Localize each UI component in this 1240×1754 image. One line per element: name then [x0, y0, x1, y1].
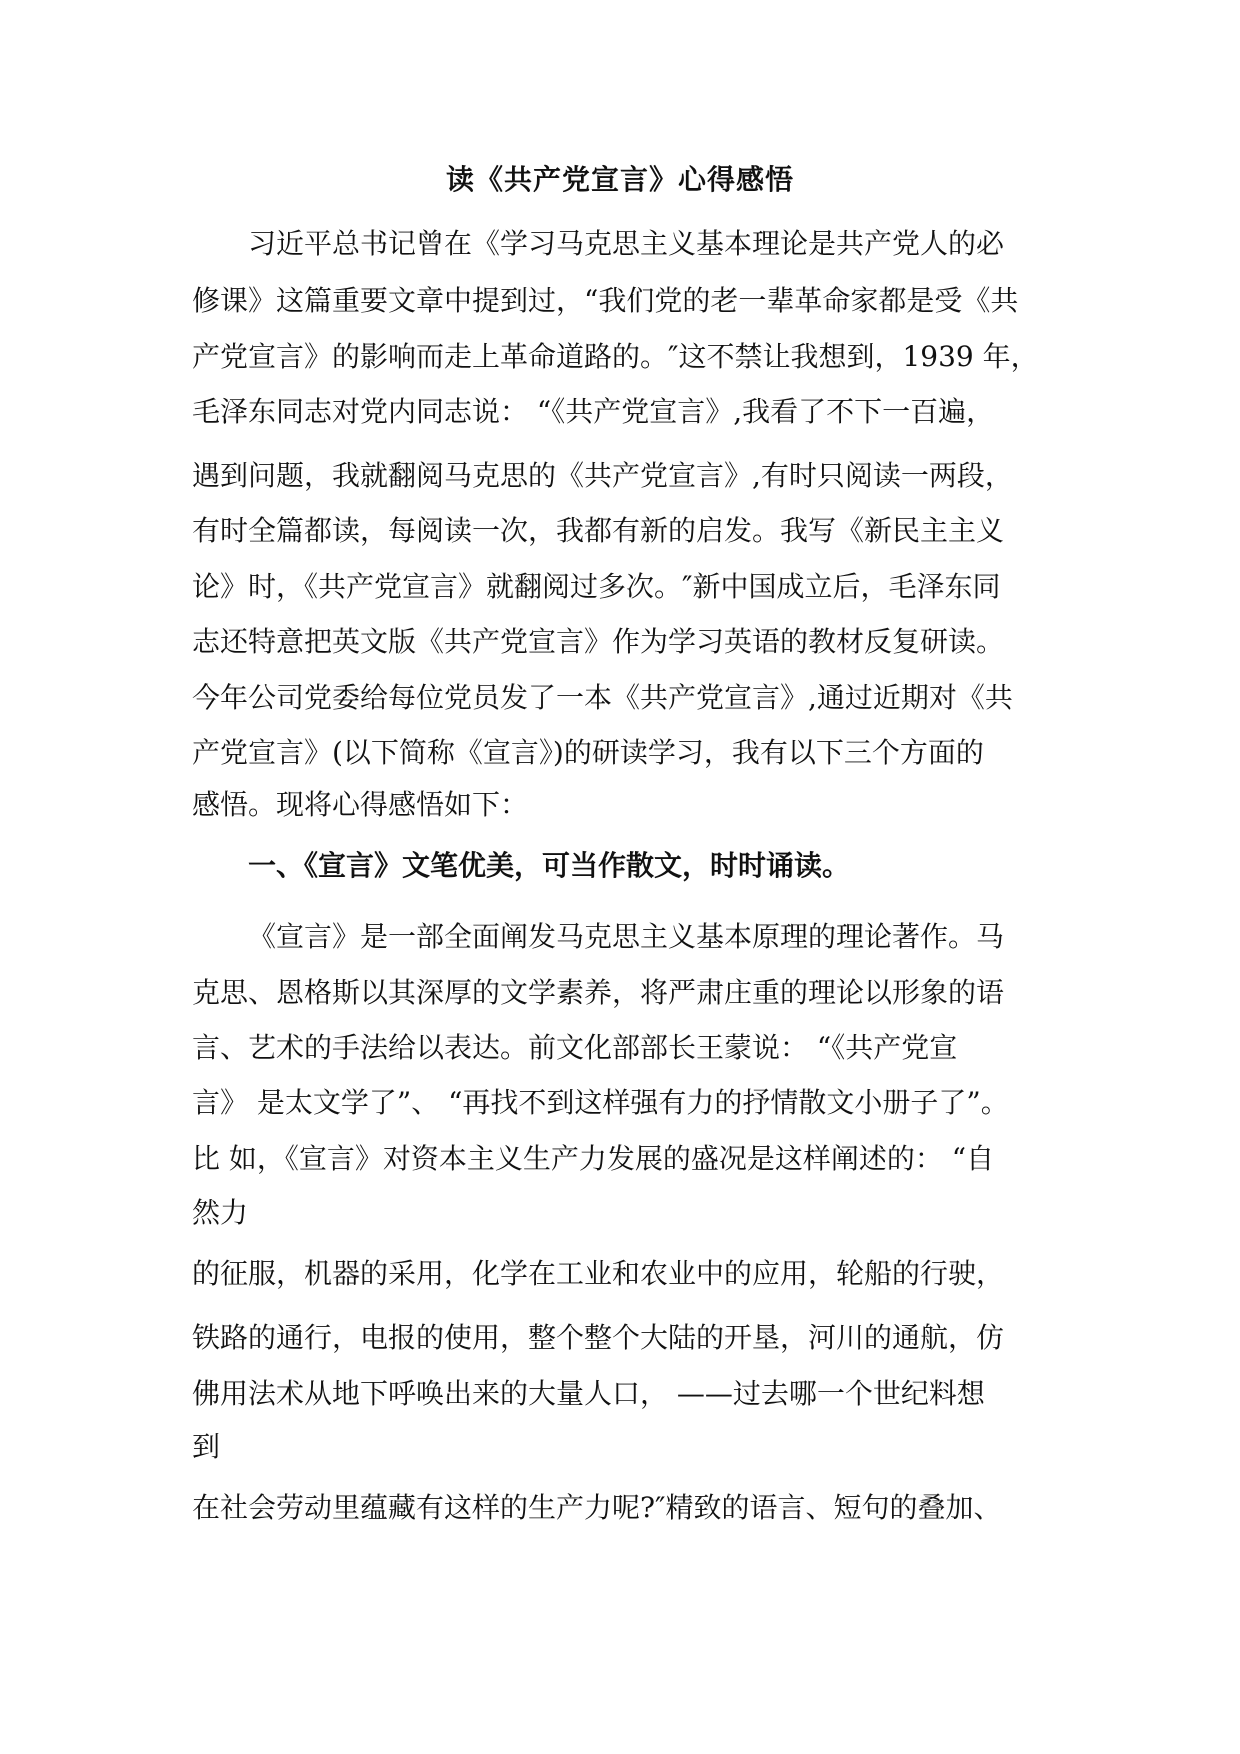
paragraph-line: 论》时，《共产党宣言》就翻阅过多次。″新中国成立后，毛泽东同: [192, 570, 1001, 603]
paragraph-line: 产党宣言》(以下简称《宣言》)的研读学习，我有以下三个方面的: [192, 736, 984, 769]
section-heading: 一、《宣言》文笔优美，可当作散文，时时诵读。: [248, 849, 851, 882]
paragraph-line: 佛用法术从地下呼唤出来的大量人口， ——过去哪一个世纪料想: [192, 1377, 985, 1410]
paragraph-line: 言》 是太文学了”、 “再找不到这样强有力的抒情散文小册子了”。: [192, 1086, 1009, 1119]
paragraph-line: 比 如，《宣言》对资本主义生产力发展的盛况是这样阐述的： “自: [192, 1142, 995, 1175]
paragraph-line: 的征服，机器的采用，化学在工业和农业中的应用，轮船的行驶，: [192, 1257, 1005, 1290]
paragraph-line: 言、艺术的手法给以表达。前文化部部长王蒙说： “《共产党宣: [192, 1031, 958, 1064]
paragraph-line: 《宣言》是一部全面阐发马克思主义基本原理的理论著作。马: [248, 920, 1005, 953]
paragraph-line: 产党宣言》的影响而走上革命道路的。″这不禁让我想到，1939 年，: [192, 340, 1039, 373]
paragraph-line: 然力: [192, 1196, 249, 1229]
paragraph-line: 克思、恩格斯以其深厚的文学素养，将严肃庄重的理论以形象的语: [192, 976, 1005, 1009]
paragraph-line: 感悟。现将心得感悟如下：: [192, 788, 529, 821]
paragraph-line: 铁路的通行，电报的使用，整个整个大陆的开垦，河川的通航，仿: [192, 1321, 1005, 1354]
document-title: 读《共产党宣言》心得感悟: [445, 163, 794, 196]
paragraph-line: 到: [192, 1430, 221, 1463]
paragraph-line: 修课》这篇重要文章中提到过，“我们党的老一辈革命家都是受《共: [192, 284, 1019, 317]
paragraph-line: 志还特意把英文版《共产党宣言》作为学习英语的教材反复研读。: [192, 625, 1005, 658]
paragraph-line: 毛泽东同志对党内同志说： “《共产党宣言》,我看了不下一百遍，: [192, 395, 995, 428]
paragraph-line: 遇到问题，我就翻阅马克思的《共产党宣言》,有时只阅读一两段，: [192, 459, 1013, 492]
paragraph-line: 在社会劳动里蕴藏有这样的生产力呢?″精致的语言、短句的叠加、: [192, 1491, 1002, 1524]
paragraph-line: 今年公司党委给每位党员发了一本《共产党宣言》,通过近期对《共: [192, 681, 1013, 714]
paragraph-line: 习近平总书记曾在《学习马克思主义基本理论是共产党人的必: [248, 227, 1005, 260]
paragraph-line: 有时全篇都读，每阅读一次，我都有新的启发。我写《新民主主义: [192, 514, 1005, 547]
